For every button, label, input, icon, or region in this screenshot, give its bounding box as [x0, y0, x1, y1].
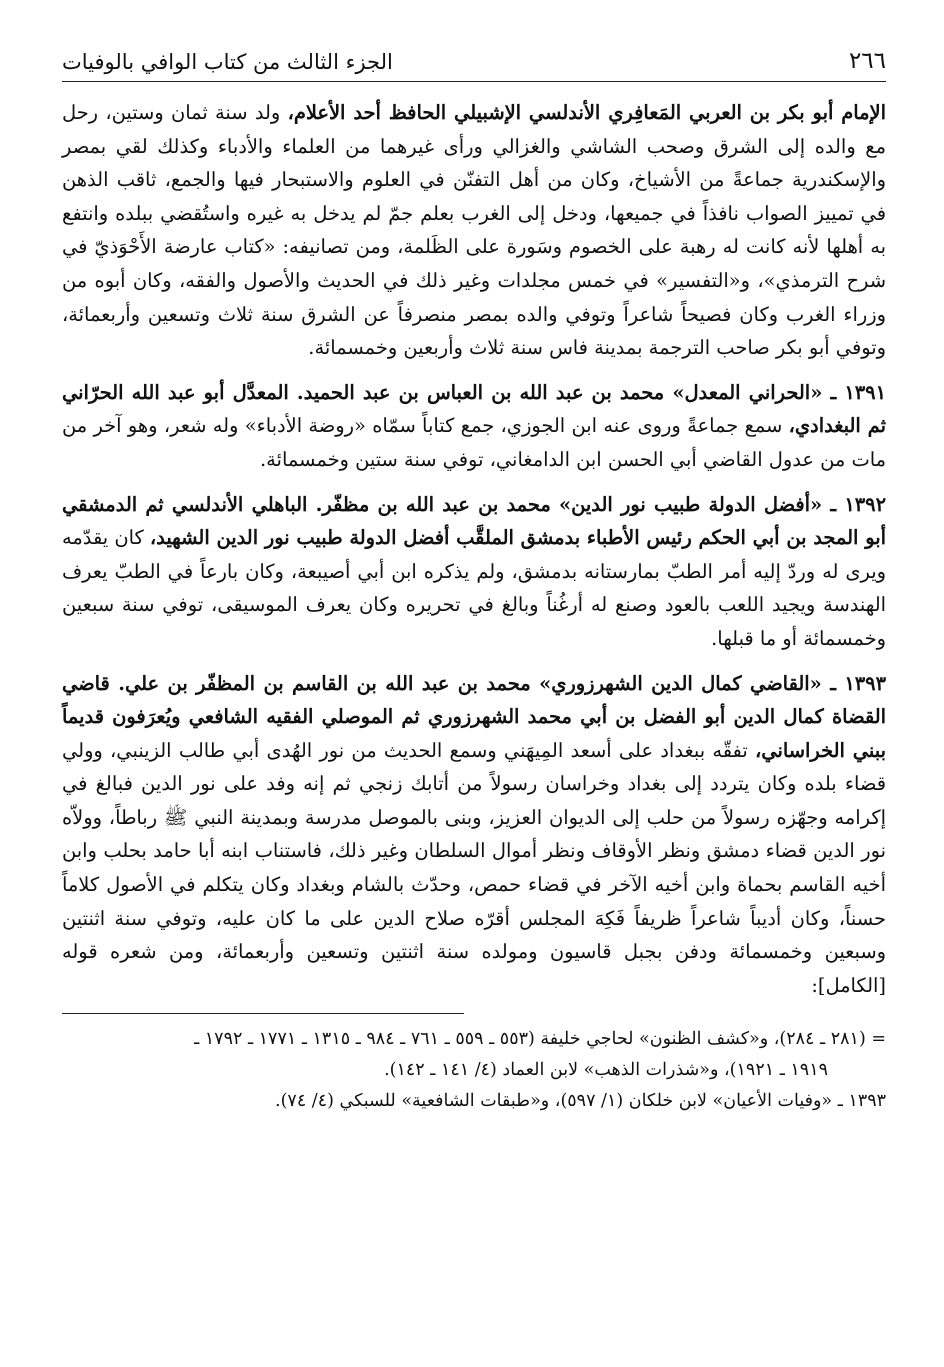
entry-body: سمع جماعةً وروى عنه ابن الجوزي، جمع كتاباً سمّاه «روضة الأدباء» وله شعر، وهو آخر من مات من عدول القاضي أبي الحسن ابن الدامغاني، توفي سنة ستين وخمسمائة. — [62, 414, 886, 471]
entry-1393 — [62, 667, 886, 1003]
entry-heading: ١٣٩٢ ـ «أفضل الدولة طبيب نور الدين» محمد بن عبد الله بن مظفّر. الباهلي الأندلسي ثم الدمشقي أبو المجد بن أبي الحكم رئيس الأطباء بدمشق الملقَّب أفضل الدولة طبيب نور الدين الشهيد، — [62, 492, 886, 550]
footnote-line: ١٣٩٣ ـ «وفيات الأعيان» لابن خلكان (١/ ٥٩٧)، و«طبقات الشافعية» للسبكي (٤/ ٧٤). — [275, 1091, 886, 1112]
page-header — [62, 48, 886, 82]
entry-body: ولد سنة ثمان وستين، رحل مع والده إلى الشرق وصحب الشاشي والغزالي ورأى غيرهما من العلماء والأدباء وكذلك لقي بمصر والإسكندرية جماعةً من الأشياخ، وكان من أهل التفنّن في العلوم والاستبحار فيها والجمع، ثاقب الذهن في تمييز الصواب نافذاً في جميعها، ودخل إلى الغرب بعلم جمّ لم يدخل به غيره واستُقضي ببلده وانتفع به أهلها لأنه كانت له رهبة على الخصوم وسَورة على الظَلمة، ومن تصانيفه: «كتاب عارضة الأَحْوَذيّ في شرح الترمذي»، و«التفسير» في خمس مجلدات وغير ذلك في الحديث والأصول والفقه، وكان أبوه من وزراء الغرب وكان فصيحاً شاعراً وتوفي والده بمصر منصرفاً عن الشرق سنة ثلاث وتسعين وأربعمائة، وتوفي أبو بكر صاحب الترجمة بمدينة فاس سنة ثلاث وأربعين وخمسمائة. — [62, 101, 886, 360]
entry-body: كان يقدّمه ويرى له وردّ إليه أمر الطبّ بمارستانه بدمشق، ولم يذكره ابن أبي أصيبعة، وكان بارعاً في الطبّ يعرف الهندسة ويجيد اللعب بالعود وصنع له أرغُناً وبالغ في تحريره وكان يعرف الموسيقى، توفي سنة سبعين وخمسمائة أو ما قبلها. — [62, 526, 886, 650]
footnote-line: ١٩١٩ ـ ١٩٢١)، و«شذرات الذهب» لابن العماد (٤/ ١٤١ ـ ١٤٢). — [384, 1060, 828, 1081]
entry-heading: الإمام أبو بكر بن العربي المَعافِري الأندلسي الإشبيلي الحافظ أحد الأعلام، — [287, 101, 886, 124]
page-number: ٢٦٦ — [848, 48, 886, 74]
book-page — [62, 48, 886, 1117]
entry-heading: ١٣٩١ ـ «الحراني المعدل» محمد بن عبد الله بن العباس بن عبد الحميد. المعدَّل أبو عبد الله الحرّاني ثم البغدادي، — [62, 380, 886, 438]
entry-1391 — [62, 376, 886, 477]
entry-1392 — [62, 488, 886, 656]
entry-body: تفقّه ببغداد على أسعد المِيهَني وسمع الحديث من نور الهُدى أبي طالب الزينبي، وولي قضاء بلده وكان يتردد إلى بغداد وخراسان رسولاً من أتابك زنجي ثم إنه وفد على نور الدين فبالغ في إكرامه وجهّزه رسولاً من حلب إلى الديوان العزيز، وبنى بالموصل مدرسة وبمدينة النبي ﷺ رباطاً، وولاّه نور الدين قضاء دمشق ونظر الأوقاف ونظر أموال السلطان وغير ذلك، فاستناب ابنه أبا حامد بحلب وابن أخيه القاسم بحماة وابن أخيه الآخر في قضاء حمص، وحدّث بالشام وبغداد وكان يتكلم في الأصول كلاماً حسناً، وكان أديباً شاعراً ظريفاً فَكِهَ المجلس أقرّه صلاح الدين على ما كان عليه، وتوفي سنة اثنتين وسبعين وخمسمائة ودفن بجبل قاسيون ومولده سنة اثنتين وتسعين وأربعمائة، ومن شعره قوله [الكامل]: — [62, 738, 886, 997]
running-title: الجزء الثالث من كتاب الوافي بالوفيات — [62, 50, 393, 74]
footnote-divider — [62, 1013, 464, 1014]
entry-heading: ١٣٩٣ ـ «القاضي كمال الدين الشهرزوري» محمد بن عبد الله بن القاسم بن المظفّر بن علي. قاضي القضاة كمال الدين أبو الفضل بن أبي محمد الشهرزوري ثم الموصلي الفقيه الشافعي ويُعرَفون قديماً ببني الخراساني، — [62, 671, 887, 762]
entry-abu-bakr-ibn-al-arabi — [62, 96, 886, 365]
footnote-line: = (٢٨١ ـ ٢٨٤)، و«كشف الظنون» لحاجي خليفة (٥٥٣ ـ ٥٥٩ ـ ٧٦١ ـ ٩٨٤ ـ ١٣١٥ ـ ١٧٧١ ـ ١٧٩٢ ـ — [194, 1029, 886, 1050]
footnotes — [62, 1024, 886, 1117]
main-text — [62, 96, 886, 1002]
